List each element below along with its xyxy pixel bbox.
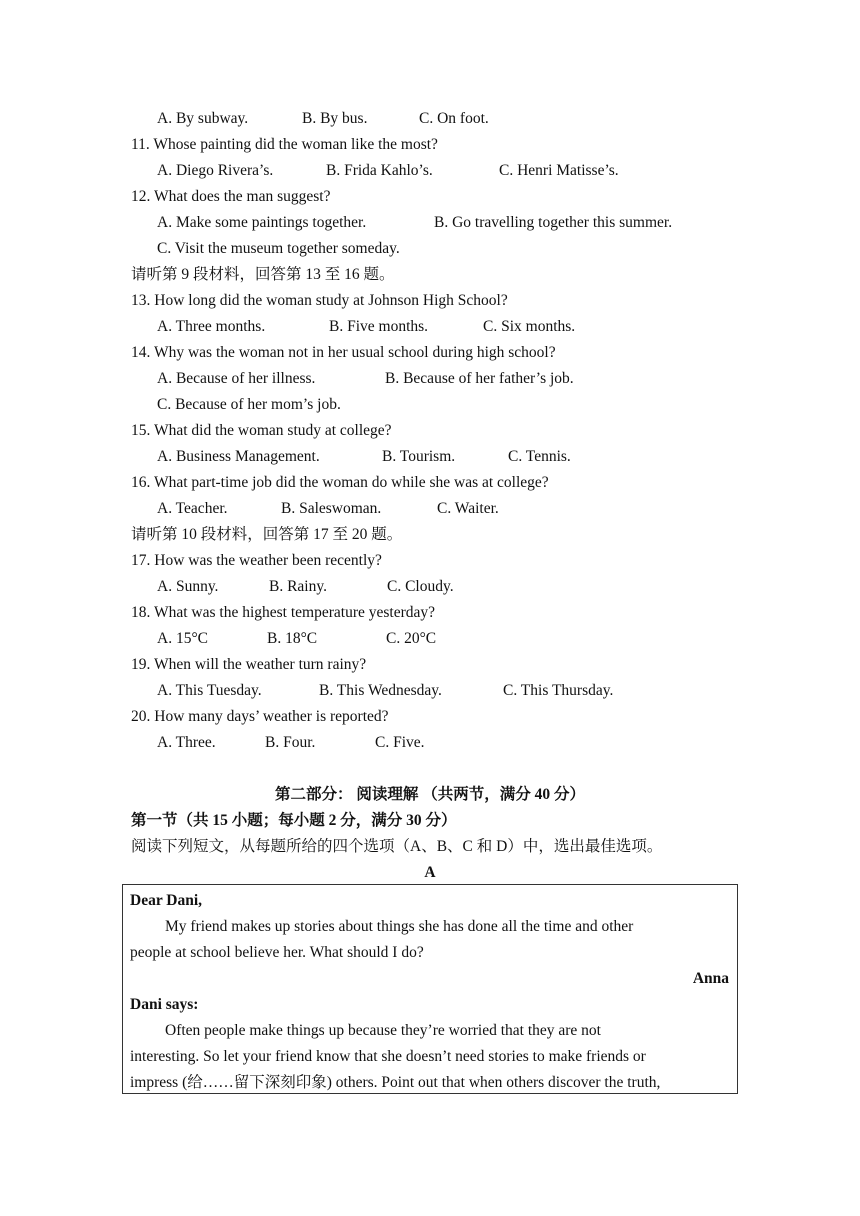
q15-option-c: C. Tennis. — [508, 448, 571, 465]
q19-question: 19. When will the weather turn rainy? — [131, 656, 367, 673]
q20-question: 20. How many days’ weather is reported? — [131, 708, 389, 725]
reply-line-1: Often people make things up because they’re worried that they are not — [165, 1022, 601, 1039]
q10-option-b: B. By bus. — [302, 110, 368, 127]
q15-option-b: B. Tourism. — [382, 448, 456, 465]
q12-option-a: A. Make some paintings together. — [157, 214, 367, 231]
q15-question: 15. What did the woman study at college? — [131, 422, 392, 439]
q17-option-b: B. Rainy. — [269, 578, 327, 595]
letter-salutation: Dear Dani, — [130, 892, 203, 909]
q13-option-b: B. Five months. — [329, 318, 429, 335]
section-one-heading: 第一节（共 15 小题；每小题 2 分，满分 30 分） — [131, 812, 457, 829]
q10-option-a: A. By subway. — [157, 110, 249, 127]
passage-label: A — [424, 864, 436, 881]
q17-question: 17. How was the weather been recently? — [131, 552, 382, 569]
letter-signature: Anna — [692, 970, 729, 987]
q10-option-c: C. On foot. — [419, 110, 489, 127]
q14-option-c: C. Because of her mom’s job. — [157, 396, 341, 413]
q20-option-b: B. Four. — [265, 734, 316, 751]
reply-line-2: interesting. So let your friend know that she doesn’t need stories to make friends or — [130, 1048, 646, 1065]
q18-question: 18. What was the highest temperature yesterday? — [131, 604, 436, 621]
q11-question: 11. Whose painting did the woman like the most? — [131, 136, 438, 153]
part-two-heading: 第二部分： 阅读理解 （共两节，满分 40 分） — [274, 786, 585, 803]
q17-option-c: C. Cloudy. — [387, 578, 454, 595]
q18-option-a: A. 15°C — [157, 630, 208, 647]
q11-option-c: C. Henri Matisse’s. — [499, 162, 619, 179]
q13-option-a: A. Three months. — [157, 318, 266, 335]
listening-instruction-9: 请听第 9 段材料，回答第 13 至 16 题。 — [131, 266, 395, 283]
q16-option-b: B. Saleswoman. — [281, 500, 382, 517]
q11-option-b: B. Frida Kahlo’s. — [326, 162, 433, 179]
letter-line-2: people at school believe her. What should I do? — [130, 944, 424, 961]
letter-line-1: My friend makes up stories about things she has done all the time and other — [165, 918, 634, 935]
q16-option-c: C. Waiter. — [437, 500, 499, 517]
passage-box — [122, 884, 738, 1094]
q14-option-b: B. Because of her father’s job. — [385, 370, 574, 387]
q17-option-a: A. Sunny. — [157, 578, 219, 595]
q20-option-a: A. Three. — [157, 734, 216, 751]
listening-instruction-10: 请听第 10 段材料，回答第 17 至 20 题。 — [131, 526, 403, 543]
q19-option-b: B. This Wednesday. — [319, 682, 442, 699]
q11-option-a: A. Diego Rivera’s. — [157, 162, 274, 179]
q14-option-a: A. Because of her illness. — [157, 370, 316, 387]
q19-option-a: A. This Tuesday. — [157, 682, 262, 699]
q13-question: 13. How long did the woman study at Johnson High School? — [131, 292, 508, 309]
q12-option-b: B. Go travelling together this summer. — [434, 214, 673, 231]
q20-option-c: C. Five. — [375, 734, 425, 751]
q18-option-b: B. 18°C — [267, 630, 318, 647]
q19-option-c: C. This Thursday. — [503, 682, 614, 699]
reply-line-3: impress (给……留下深刻印象) others. Point out that when others discover the truth, — [130, 1074, 661, 1091]
q13-option-c: C. Six months. — [483, 318, 576, 335]
q14-question: 14. Why was the woman not in her usual school during high school? — [131, 344, 556, 361]
q15-option-a: A. Business Management. — [157, 448, 320, 465]
reading-instructions: 阅读下列短文，从每题所给的四个选项（A、B、C 和 D）中，选出最佳选项。 — [131, 838, 663, 855]
q16-option-a: A. Teacher. — [157, 500, 228, 517]
q18-option-c: C. 20°C — [386, 630, 437, 647]
reply-label: Dani says: — [130, 996, 199, 1013]
q12-option-c: C. Visit the museum together someday. — [157, 240, 400, 257]
q12-question: 12. What does the man suggest? — [131, 188, 331, 205]
q16-question: 16. What part-time job did the woman do while she was at college? — [131, 474, 549, 491]
